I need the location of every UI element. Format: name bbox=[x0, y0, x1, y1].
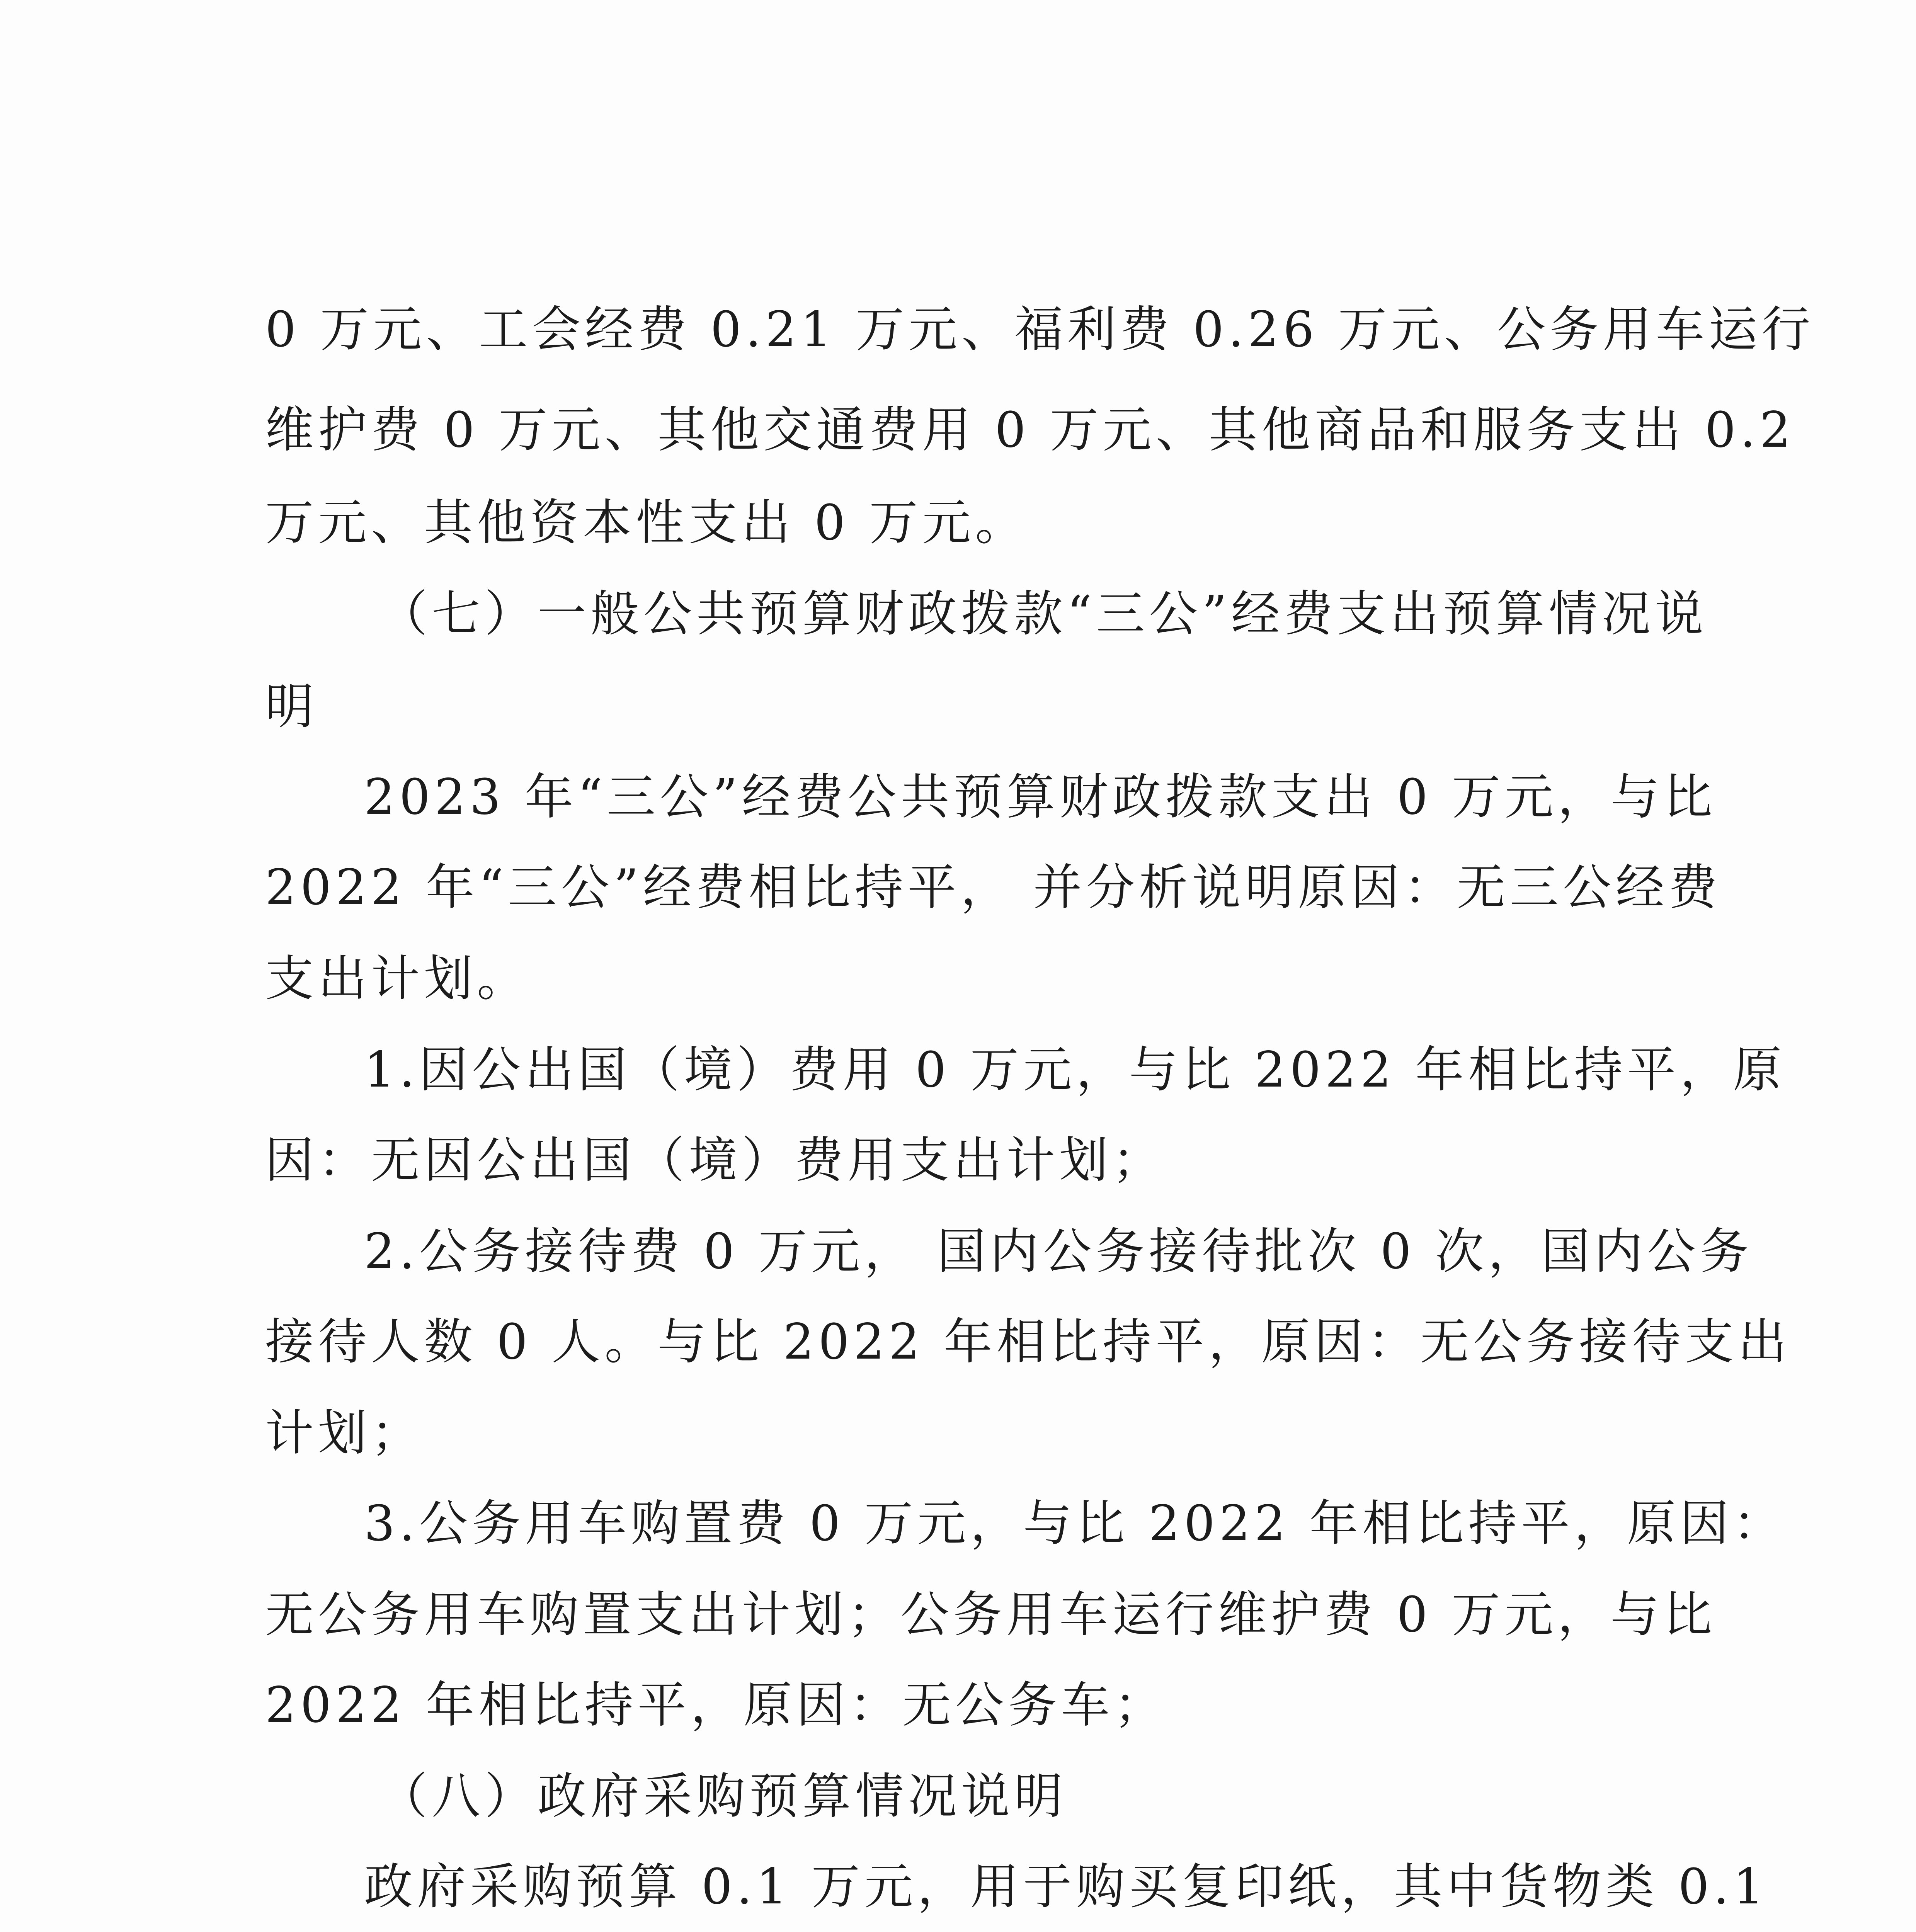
section-heading: （七）一般公共预算财政拨款“三公”经费支出预算情况说 bbox=[379, 585, 1708, 642]
paragraph-line: 2023 年“三公”经费公共预算财政拨款支出 0 万元，与比 bbox=[364, 769, 1717, 825]
paragraph-line: 2022 年“三公”经费相比持平， 并分析说明原因：无三公经费 bbox=[265, 859, 1722, 916]
paragraph-line: 万元、其他资本性支出 0 万元。 bbox=[265, 494, 1028, 551]
section-heading: （八）政府采购预算情况说明 bbox=[379, 1768, 1067, 1825]
list-item-line: 3.公务用车购置费 0 万元，与比 2022 年相比持平，原因： bbox=[364, 1495, 1786, 1552]
paragraph-line: 0 万元、工会经费 0.21 万元、福利费 0.26 万元、公务用车运行 bbox=[265, 301, 1815, 358]
list-item-line: 无公务用车购置支出计划；公务用车运行维护费 0 万元，与比 bbox=[265, 1586, 1717, 1643]
list-item-line: 1.因公出国（境）费用 0 万元，与比 2022 年相比持平，原 bbox=[364, 1041, 1786, 1098]
paragraph-line: 支出计划。 bbox=[265, 950, 530, 1007]
paragraph-line: 政府采购预算 0.1 万元，用于购买复印纸，其中货物类 0.1 bbox=[364, 1858, 1768, 1915]
list-item-line: 2022 年相比持平，原因：无公务车； bbox=[265, 1677, 1167, 1733]
list-item-line: 计划； bbox=[265, 1405, 424, 1461]
paragraph-line: 维护费 0 万元、其他交通费用 0 万元、其他商品和服务支出 0.2 bbox=[265, 401, 1795, 458]
section-heading: 明 bbox=[265, 678, 318, 735]
list-item-line: 接待人数 0 人。与比 2022 年相比持平，原因：无公务接待支出 bbox=[265, 1313, 1791, 1370]
list-item-line: 2.公务接待费 0 万元， 国内公务接待批次 0 次，国内公务 bbox=[364, 1223, 1753, 1280]
list-item-line: 因：无因公出国（境）费用支出计划； bbox=[265, 1132, 1165, 1189]
